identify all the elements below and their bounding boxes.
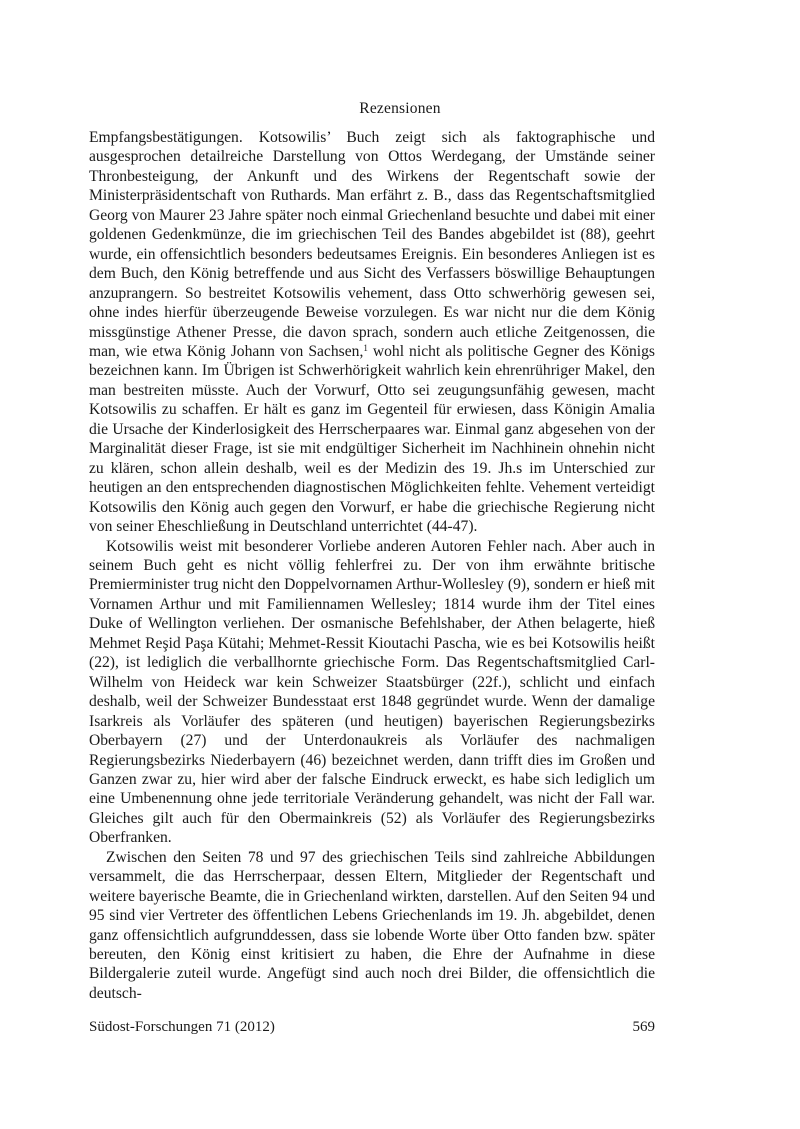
page-number: 569 xyxy=(632,1019,655,1035)
paragraph-1-text-b: wohl nicht als politische Gegner des Königs bezeichnen kann. Im Übrigen ist Schwerhörigkeit wahrlich kein ehrenrühriger Makel, den man bestreiten müsste. Auch der Vorwurf, Otto sei zeugungsunfähig gewesen, macht Kotsowilis zu schaffen. Er hält es ganz im Gegenteil für erwiesen, dass Königin Amalia die Ursache der Kinderlosigkeit des Herrscherpaares war. Einmal ganz abgesehen von der Marginalität dieser Frage, ist sie mit endgültiger Sicherheit im Nachhinein ohnehin nicht zu klären, schon allein deshalb, weil es der Medizin des 19. Jh.s im Unterschied zur heutigen an den entsprechenden diagnostischen Möglichkeiten fehlte. Vehement verteidigt Kotsowilis den König auch gegen den Vorwurf, er habe die griechische Regierung nicht von seiner Eheschließung in Deutschland unterrichtet (44-47). xyxy=(89,342,655,536)
journal-citation: Südost-Forschungen 71 (2012) xyxy=(89,1019,275,1035)
footnote-marker[interactable]: 1 xyxy=(363,342,368,353)
running-head: Rezensionen xyxy=(359,100,441,117)
paragraph-2: Kotsowilis weist mit besonderer Vorliebe anderen Autoren Fehler nach. Aber auch in seinem Buch geht es nicht völlig fehlerfrei zu. Der von ihm erwähnte britische Premierminister trug nicht den Doppelvornamen Arthur-Wollesley (9), sondern er hieß mit Vornamen Arthur und mit Familiennamen Wellesley; 1814 wurde ihm der Titel eines Duke of Wellington verliehen. Der osmanische Befehlshaber, der Athen belagerte, hieß Mehmet Reşid Paşa Kütahi; Mehmet-Ressit Kioutachi Pascha, wie es bei Kotsowilis heißt (22), ist lediglich die verballhornte griechische Form. Das Regentschaftsmitglied Carl-Wilhelm von Heideck war kein Schweizer Staatsbürger (22f.), schlicht und einfach deshalb, weil der Schweizer Bundesstaat erst 1848 gegründet wurde. Wenn der damalige Isarkreis als Vorläufer des späteren (und heutigen) bayerischen Regierungsbezirks Oberbayern (27) und der Unterdonaukreis als Vorläufer des nachmaligen Regierungsbezirks Niederbayern (46) bezeichnet werden, dann trifft dies im Großen und Ganzen zwar zu, hier wird aber der falsche Eindruck erweckt, es habe sich lediglich um eine Umbenennung ohne jede territoriale Veränderung gehandelt, was nicht der Fall war. Gleiches gilt auch für den Obermainkreis (52) als Vorläufer des Regierungsbezirks Oberfranken. xyxy=(89,537,655,847)
paragraph-3: Zwischen den Seiten 78 und 97 des griechischen Teils sind zahlreiche Abbildungen versammelt, die das Herrscherpaar, dessen Eltern, Mitglieder der Regentschaft und weitere bayerische Beamte, die in Griechenland wirkten, darstellen. Auf den Seiten 94 und 95 sind vier Vertreter des öffentlichen Lebens Griechenlands im 19. Jh. abgebildet, denen ganz offensichtlich aufgrunddessen, dass sie lobende Worte über Otto fanden bzw. später bereuten, den König einst kritisiert zu haben, die Ehre der Aufnahme in diese Bildergalerie zuteil wurde. Angefügt sind auch noch drei Bilder, die offensichtlich die deutsch- xyxy=(89,848,655,1002)
article-body xyxy=(89,128,655,1003)
paragraph-1 xyxy=(89,128,655,537)
paragraph-1-text-a: Empfangsbestätigungen. Kotsowilis’ Buch zeigt sich als faktographische und ausgesprochen detailreiche Darstellung von Ottos Werdegang, der Umstände seiner Thronbesteigung, der Ankunft und des Wirkens der Regentschaft sowie der Ministerpräsidentschaft von Ruthards. Man erfährt z. B., dass das Regentschaftsmitglied Georg von Maurer 23 Jahre später noch einmal Griechenland besuchte und dabei mit einer goldenen Gedenkmünze, die im griechischen Teil des Bandes abgebildet ist (88), geehrt wurde, ein offensichtlich besonders bedeutsames Ereignis. Ein besonderes Anliegen ist es dem Buch, den König betreffende und aus Sicht des Verfassers böswillige Behauptungen anzuprangern. So bestreitet Kotsowilis vehement, dass Otto schwerhörig gewesen sei, ohne indes hierfür überzeugende Beweise vorzulegen. Es war nicht nur die dem König missgünstige Athener Presse, die davon sprach, sondern auch etliche Zeitgenossen, die man, wie etwa König Johann von Sachsen, xyxy=(89,129,655,360)
